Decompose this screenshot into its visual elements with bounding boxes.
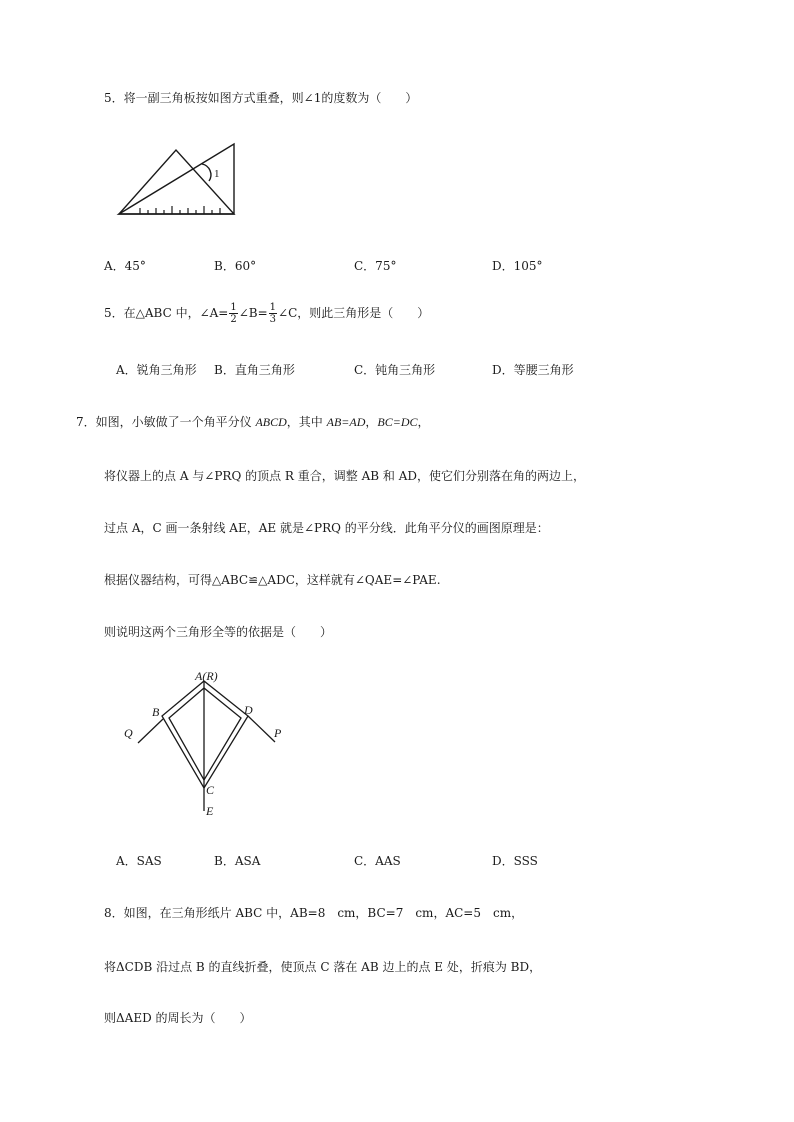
q7-line1-end: ， — [417, 415, 430, 429]
label-b: B — [152, 705, 160, 719]
ruler-ticks — [140, 206, 220, 214]
q5a-option-b[interactable]: B．60° — [214, 259, 257, 273]
q7-option-b[interactable]: B．ASA — [214, 854, 261, 868]
q7-line-4: 根据仪器结构，可得△ABC≌△ADC，这样就有∠QAE=∠PAE. — [104, 573, 441, 587]
ray-aq — [138, 719, 163, 743]
frac2-denominator: 3 — [269, 314, 277, 325]
fraction-one-half — [229, 302, 237, 325]
q7-line-5: 则说明这两个三角形全等的依据是（ ） — [104, 625, 333, 639]
label-d: D — [244, 703, 253, 717]
q8-line-2: 将ΔCDB 沿过点 B 的直线折叠，使顶点 C 落在 AB 边上的点 E 处，折痕为 BD， — [104, 960, 542, 974]
q7-option-a[interactable]: A．SAS — [116, 854, 162, 868]
quad-outer — [162, 681, 248, 788]
angle-1-label: 1 — [214, 168, 220, 180]
angle-1-arc — [202, 164, 211, 181]
label-e: E — [206, 804, 214, 818]
set-square-45 — [119, 150, 234, 214]
q5a-figure — [110, 140, 242, 220]
q5a-option-d[interactable]: D．105° — [492, 259, 543, 273]
q5a-option-a[interactable]: A．45° — [104, 259, 146, 273]
q5b-mid: ∠B= — [238, 306, 268, 320]
q7-option-c[interactable]: C．AAS — [354, 854, 401, 868]
fraction-one-third — [269, 302, 277, 325]
label-p: P — [274, 726, 282, 740]
frac1-denominator: 2 — [230, 314, 237, 325]
q7-line1-bc-dc: BC=DC — [377, 415, 418, 429]
q8-line-1: 8．如图，在三角形纸片 ABC 中，AB=8 cm，BC=7 cm，AC=5 cm， — [104, 906, 524, 920]
label-q: Q — [124, 726, 133, 740]
q7-line-1 — [76, 413, 430, 430]
q7-line-3: 过点 A，C 画一条射线 AE，AE 就是∠PRQ 的平分线．此角平分仪的画图原理是： — [104, 521, 549, 535]
q7-option-d[interactable]: D．SSS — [492, 854, 538, 868]
q5b-option-a[interactable]: A．锐角三角形 — [116, 363, 197, 377]
q5b-option-c[interactable]: C．钝角三角形 — [354, 363, 436, 377]
frac1-numerator: 1 — [230, 302, 237, 313]
q5b-option-d[interactable]: D．等腰三角形 — [492, 363, 574, 377]
q5a-stem: 5．将一副三角板按如图方式重叠，则∠1的度数为（ ） — [104, 91, 418, 105]
q5a-option-c[interactable]: C．75° — [354, 259, 397, 273]
q5b-stem — [104, 302, 429, 325]
label-a-r: A(R) — [195, 669, 218, 683]
label-c: C — [206, 783, 215, 797]
ray-ap — [248, 716, 275, 742]
q7-line1-ab-ad: AB=AD — [326, 415, 366, 429]
frac2-numerator: 1 — [269, 302, 277, 313]
q7-line1-text-c: ，其中 — [286, 415, 327, 429]
q7-line1-comma: ， — [365, 415, 378, 429]
q5b-option-b[interactable]: B．直角三角形 — [214, 363, 295, 377]
q5b-suffix: ∠C，则此三角形是（ ） — [278, 306, 430, 320]
q8-line-3: 则ΔAED 的周长为（ ） — [104, 1011, 252, 1025]
q7-line1-text-a: 7．如图，小敏做了一个角平分仪 — [76, 415, 256, 429]
q7-line-2: 将仪器上的点 A 与∠PRQ 的顶点 R 重合，调整 AB 和 AD，使它们分别落在角的两边上， — [104, 469, 585, 483]
q7-figure — [118, 664, 298, 824]
q7-line1-abcd: ABCD — [255, 415, 287, 429]
q5b-prefix: 5．在△ABC 中，∠A= — [104, 306, 229, 320]
